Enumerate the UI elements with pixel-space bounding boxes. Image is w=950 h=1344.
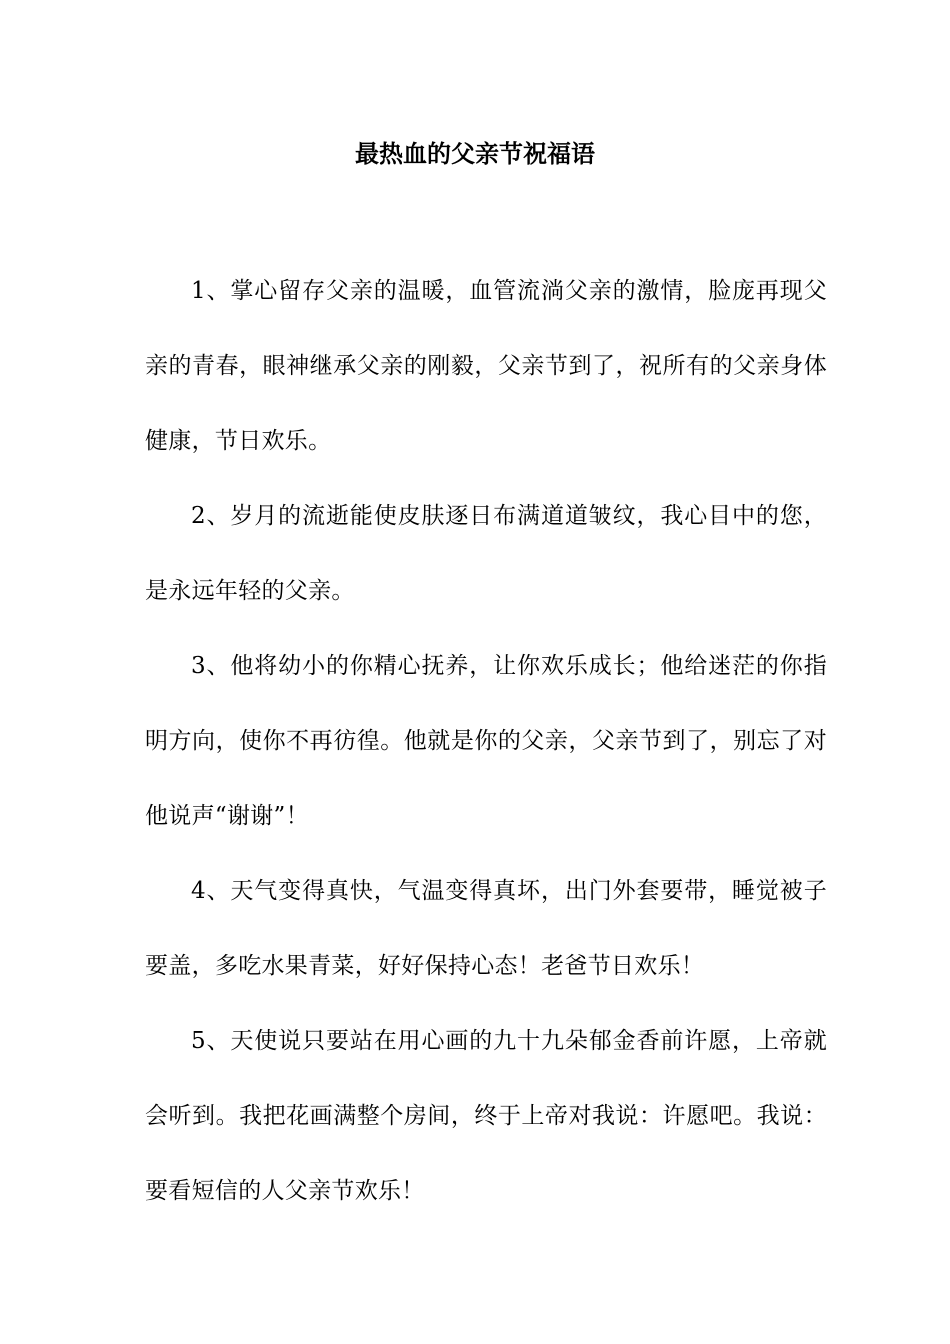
paragraph-2: 2、岁月的流逝能使皮肤逐日布满道道皱纹，我心目中的您，是永远年轻的父亲。 [145,503,827,604]
paragraph-4: 4、天气变得真快，气温变得真坏，出门外套要带，睡觉被子要盖，多吃水果青菜，好好保持心态！老爸节日欢乐！ [145,878,827,979]
paragraph-1: 1、掌心留存父亲的温暖，血管流淌父亲的激情，脸庞再现父亲的青春，眼神继承父亲的刚毅，父亲节到了，祝所有的父亲身体健康，节日欢乐。 [145,278,827,454]
document-body [145,254,827,1229]
document-title: 最热血的父亲节祝福语 [355,140,595,168]
paragraph-3: 3、他将幼小的你精心抚养，让你欢乐成长；他给迷茫的你指明方向，使你不再彷徨。他就是你的父亲，父亲节到了，别忘了对他说声“谢谢”！ [145,653,827,829]
paragraph-5: 5、天使说只要站在用心画的九十九朵郁金香前许愿，上帝就会听到。我把花画满整个房间，终于上帝对我说：许愿吧。我说：要看短信的人父亲节欢乐！ [145,1028,827,1204]
